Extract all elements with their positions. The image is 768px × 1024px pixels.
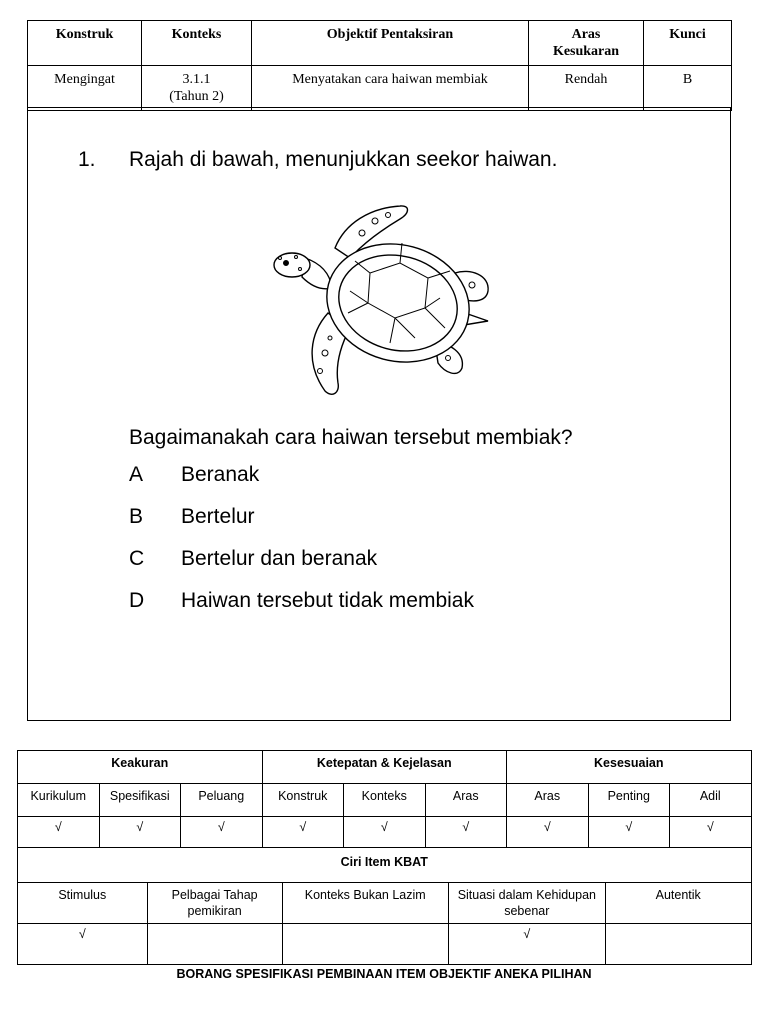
option-text: Bertelur dan beranak	[181, 547, 378, 570]
group-kesesuaian: Kesesuaian	[507, 751, 752, 784]
option-text: Haiwan tersebut tidak membiak	[181, 589, 474, 612]
kbat-cell	[18, 883, 752, 965]
option-letter: C	[129, 547, 145, 570]
sea-turtle-drawing-icon	[250, 203, 490, 398]
kbat-check-mark	[605, 924, 750, 965]
option-text: Beranak	[181, 463, 260, 486]
kbat-pelbagai: Pelbagai Tahap pemikiran	[147, 883, 282, 924]
kbat-konteks: Konteks Bukan Lazim	[282, 883, 448, 924]
value-konstruk: Mengingat	[28, 66, 142, 111]
criterion-adil: Adil	[670, 784, 752, 817]
question-number: 1.	[78, 148, 96, 171]
question-prompt: Bagaimanakah cara haiwan tersebut membiak?	[129, 426, 573, 449]
option-letter: A	[129, 463, 144, 486]
kbat-check-mark	[282, 924, 448, 965]
kbat-title-row	[18, 848, 752, 883]
question-stem: Rajah di bawah, menunjukkan seekor haiwan.	[129, 148, 558, 171]
kbat-autentik: Autentik	[605, 883, 750, 924]
konteks-code: 3.1.1	[182, 72, 211, 87]
kbat-stimulus: Stimulus	[18, 883, 147, 924]
check-mark: √	[99, 817, 181, 848]
checks-row	[18, 817, 752, 848]
check-mark: √	[181, 817, 263, 848]
header-konteks: Konteks	[142, 21, 252, 66]
group-ketepatan: Ketepatan & Kejelasan	[262, 751, 507, 784]
question-box	[27, 107, 731, 721]
kbat-title: Ciri Item KBAT	[18, 848, 752, 883]
criterion-aras: Aras	[425, 784, 507, 817]
kbat-check-mark	[147, 924, 282, 965]
item-spec-table	[27, 20, 732, 111]
header-kunci: Kunci	[644, 21, 732, 66]
group-keakuran: Keakuran	[18, 751, 263, 784]
kbat-check-mark: √	[448, 924, 605, 965]
check-mark: √	[262, 817, 344, 848]
criterion-kurikulum: Kurikulum	[18, 784, 100, 817]
criterion-aras-2: Aras	[507, 784, 589, 817]
check-mark: √	[507, 817, 589, 848]
value-konteks	[142, 66, 252, 111]
header-aras: Aras Kesukaran	[529, 21, 644, 66]
criterion-spesifikasi: Spesifikasi	[99, 784, 181, 817]
kbat-check-row	[18, 924, 751, 965]
option-text: Bertelur	[181, 505, 255, 528]
option-letter: B	[129, 505, 144, 528]
kbat-check-mark: √	[18, 924, 147, 965]
kbat-header-row	[18, 883, 751, 924]
criterion-peluang: Peluang	[181, 784, 263, 817]
value-row	[28, 66, 732, 111]
header-row	[28, 21, 732, 66]
kbat-table	[18, 883, 751, 964]
option-letter: D	[129, 589, 145, 612]
review-criteria-table	[17, 750, 752, 965]
criteria-row	[18, 784, 752, 817]
header-objektif: Objektif Pentaksiran	[252, 21, 529, 66]
group-row	[18, 751, 752, 784]
criterion-penting: Penting	[588, 784, 670, 817]
check-mark: √	[588, 817, 670, 848]
konteks-year: (Tahun 2)	[169, 89, 224, 104]
kbat-situasi: Situasi dalam Kehidupan sebenar	[448, 883, 605, 924]
criterion-konteks: Konteks	[344, 784, 426, 817]
form-footer-title: BORANG SPESIFIKASI PEMBINAAN ITEM OBJEKTIF ANEKA PILIHAN	[176, 967, 592, 981]
check-mark: √	[425, 817, 507, 848]
check-mark: √	[18, 817, 100, 848]
value-kunci: B	[644, 66, 732, 111]
header-konstruk: Konstruk	[28, 21, 142, 66]
value-aras: Rendah	[529, 66, 644, 111]
check-mark: √	[344, 817, 426, 848]
criterion-konstruk: Konstruk	[262, 784, 344, 817]
value-objektif: Menyatakan cara haiwan membiak	[252, 66, 529, 111]
kbat-row	[18, 883, 752, 965]
check-mark: √	[670, 817, 752, 848]
